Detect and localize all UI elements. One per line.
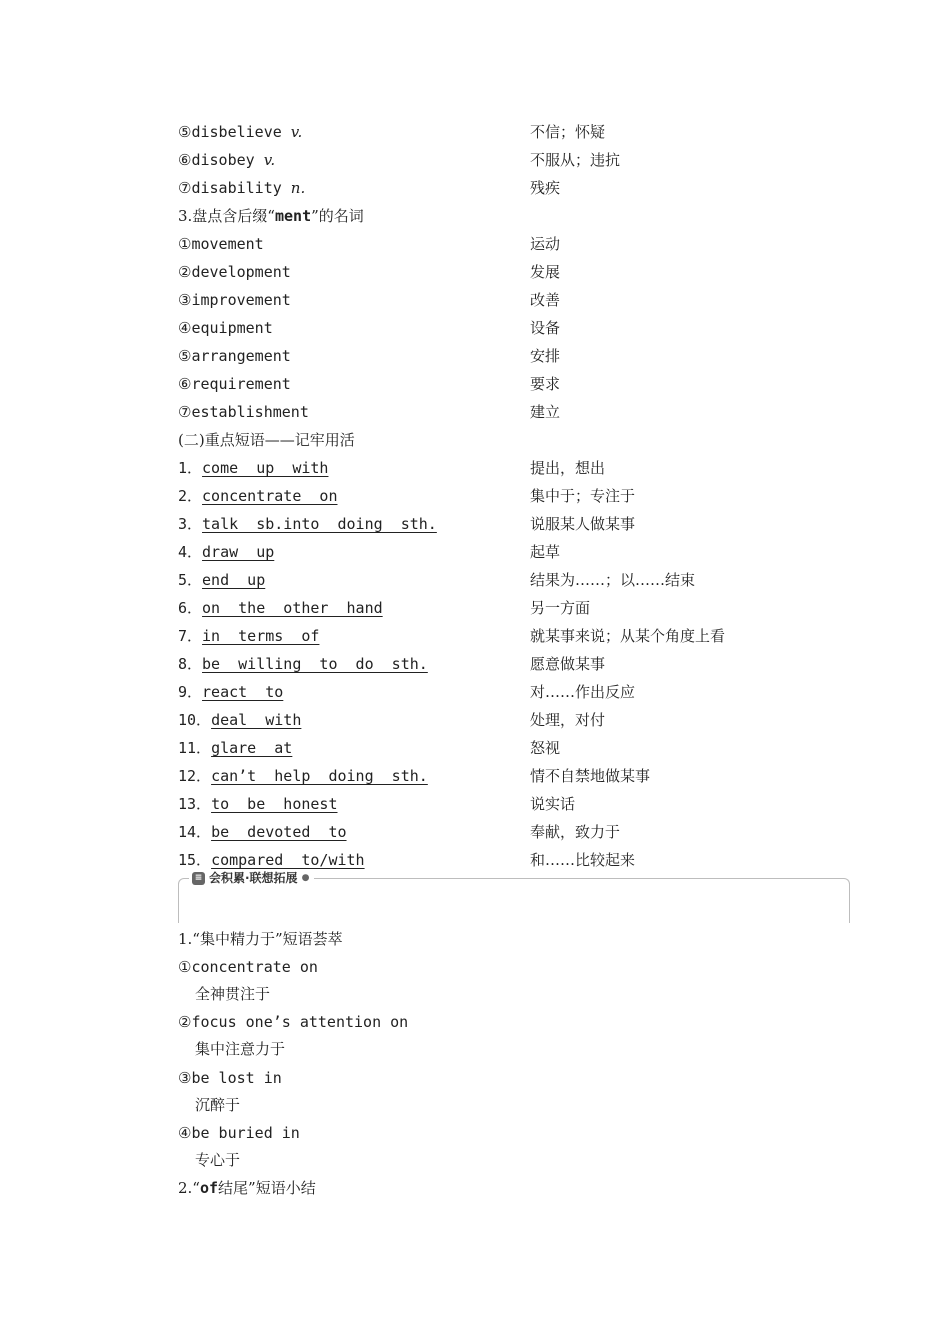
meaning: 说实话	[530, 795, 576, 813]
box-title-text: 会积累·联想拓展	[209, 871, 298, 885]
part-of-speech: n.	[290, 179, 306, 197]
dot-icon: ●	[301, 873, 310, 883]
meaning: 奉献，致力于	[530, 823, 621, 841]
meaning: 结果为……；以……结束	[530, 571, 696, 589]
phrase-row: ③be lost in	[178, 1069, 282, 1087]
phrase: draw up	[202, 543, 275, 561]
phrase-number: 15．	[178, 851, 212, 869]
phrase: end up	[202, 571, 266, 589]
section-heading: 3.盘点含后缀“ment”的名词	[178, 207, 364, 225]
phrase: come up with	[202, 459, 329, 477]
box-title	[189, 870, 314, 886]
phrase-number: 11．	[178, 739, 212, 757]
meaning: 发展	[530, 263, 561, 281]
phrase: react to	[202, 683, 284, 701]
meaning: 就某事来说；从某个角度上看	[530, 627, 726, 645]
word: ⑦establishment	[178, 403, 309, 421]
stack-icon: ≡	[192, 872, 205, 885]
meaning: 起草	[530, 543, 561, 561]
word: disobey	[191, 151, 255, 169]
meaning: 建立	[530, 403, 561, 421]
section-heading: 2.“of结尾”短语小结	[178, 1179, 316, 1197]
word: ⑤arrangement	[178, 347, 291, 365]
meaning: 对……作出反应	[530, 683, 636, 701]
phrase-number: 12．	[178, 767, 212, 785]
phrase: to be honest	[211, 795, 338, 813]
item-number: ⑤	[178, 123, 192, 141]
phrase: be devoted to	[211, 823, 347, 841]
part-of-speech: v.	[263, 151, 276, 169]
phrase-number: 6．	[178, 599, 203, 617]
meaning: 和……比较起来	[530, 851, 636, 869]
part-of-speech: v.	[290, 123, 303, 141]
section-heading: (二)重点短语——记牢用活	[178, 431, 355, 449]
phrase-number: 2．	[178, 487, 203, 505]
word: disability	[191, 179, 282, 197]
phrase-row: ②focus one’s attention on	[178, 1013, 409, 1031]
phrase: can’t help doing sth.	[211, 767, 428, 785]
meaning: 不服从；违抗	[530, 151, 621, 169]
meaning: 说服某人做某事	[530, 515, 636, 533]
word: disbelieve	[191, 123, 282, 141]
phrase-row: ①concentrate on	[178, 958, 318, 976]
meaning: 残疾	[530, 179, 561, 197]
meaning: 改善	[530, 291, 561, 309]
phrase-number: 7．	[178, 627, 203, 645]
meaning: 专心于	[195, 1151, 241, 1169]
meaning: 集中于；专注于	[530, 487, 636, 505]
phrase: talk sb.into doing sth.	[202, 515, 437, 533]
meaning: 提出，想出	[530, 459, 606, 477]
meaning: 运动	[530, 235, 561, 253]
item-number: ⑦	[178, 179, 192, 197]
phrase: in terms of	[202, 627, 320, 645]
phrase: deal with	[211, 711, 302, 729]
meaning: 要求	[530, 375, 561, 393]
phrase-number: 3．	[178, 515, 203, 533]
phrase-number: 10．	[178, 711, 212, 729]
phrase: be willing to do sth.	[202, 655, 428, 673]
word: ③improvement	[178, 291, 291, 309]
phrase-number: 4．	[178, 543, 203, 561]
phrase-number: 1．	[178, 459, 203, 477]
phrase-number: 5．	[178, 571, 203, 589]
phrase-number: 9．	[178, 683, 203, 701]
word: ④equipment	[178, 319, 273, 337]
meaning: 设备	[530, 319, 561, 337]
phrase-number: 8．	[178, 655, 203, 673]
meaning: 另一方面	[530, 599, 591, 617]
meaning: 沉醉于	[195, 1096, 241, 1114]
word: ①movement	[178, 235, 264, 253]
phrase: glare at	[211, 739, 293, 757]
phrase: on the other hand	[202, 599, 383, 617]
meaning: 安排	[530, 347, 561, 365]
meaning: 不信；怀疑	[530, 123, 606, 141]
meaning: 处理，对付	[530, 711, 606, 729]
extension-box	[178, 871, 850, 923]
section-heading: 1.“集中精力于”短语荟萃	[178, 930, 343, 948]
meaning: 集中注意力于	[195, 1040, 286, 1058]
meaning: 全神贯注于	[195, 985, 271, 1003]
phrase: compared to/with	[211, 851, 365, 869]
phrase-number: 14．	[178, 823, 212, 841]
phrase-row: ④be buried in	[178, 1124, 300, 1142]
phrase-number: 13．	[178, 795, 212, 813]
meaning: 怒视	[530, 739, 561, 757]
item-number: ⑥	[178, 151, 192, 169]
meaning: 情不自禁地做某事	[530, 767, 651, 785]
meaning: 愿意做某事	[530, 655, 606, 673]
word: ②development	[178, 263, 291, 281]
word: ⑥requirement	[178, 375, 291, 393]
phrase: concentrate on	[202, 487, 338, 505]
